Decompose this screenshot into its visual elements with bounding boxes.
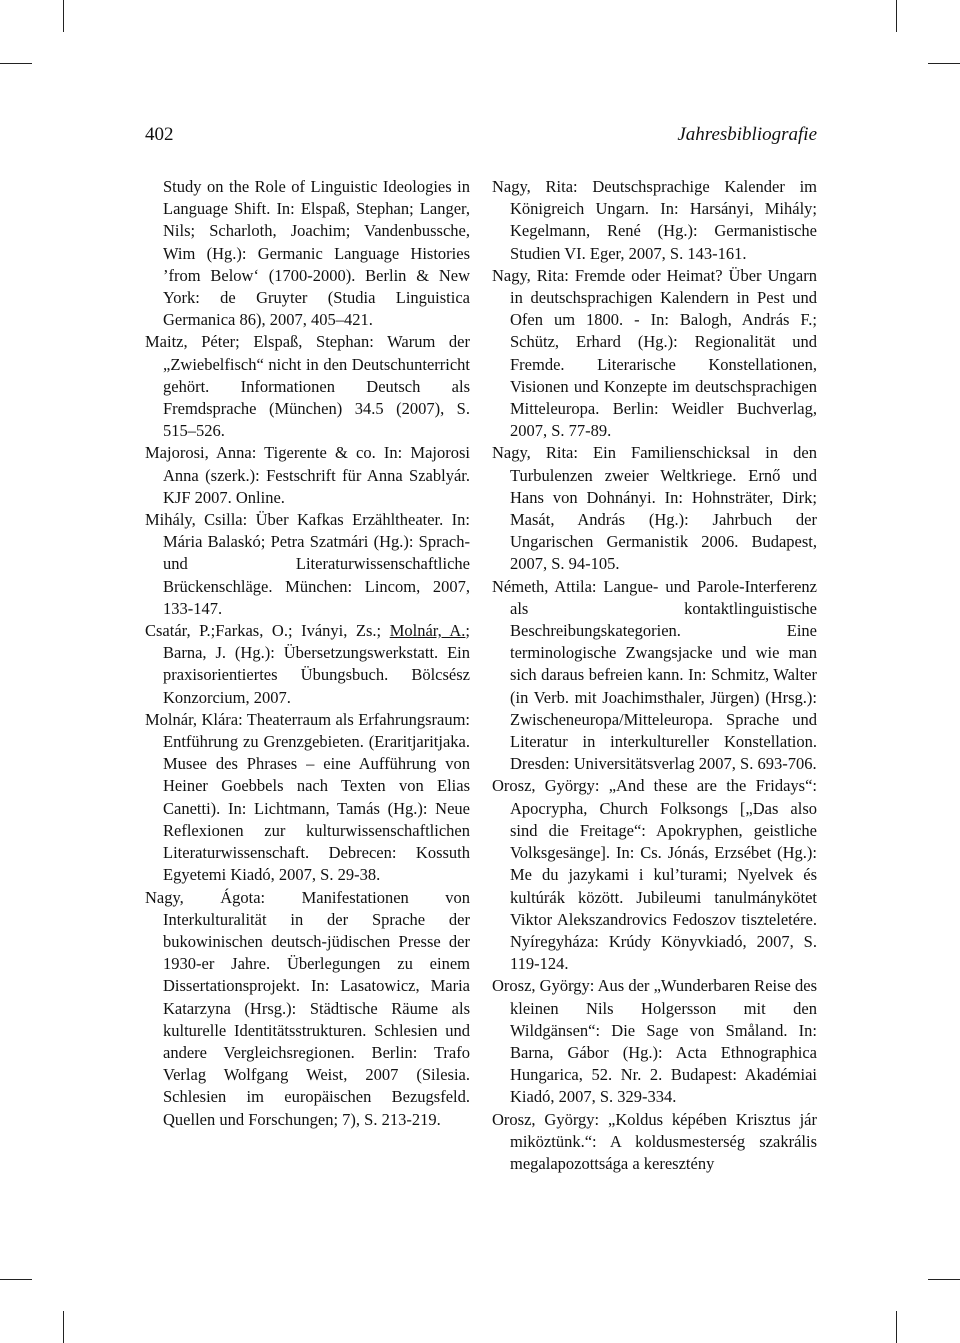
bibliography-entry: Molnár, Klára: Theaterraum als Erfahrungsraum: Entführung zu Grenzgebieten. (Eraritjaritjaka. Musee des Phrases – eine Aufführung von Heiner Goebbels nach Texten von Elias Canetti). In: Lichtmann, Tamás (Hg.): Neue Reflexionen zur kulturwissenschaftlichen Literaturwissenschaft. Debrecen: Kossuth Egyetemi Kiadó, 2007, S. 29-38. [145, 709, 470, 885]
left-column [145, 176, 470, 1131]
page-number: 402 [145, 124, 174, 145]
bibliography-entry: Nagy, Rita: Fremde oder Heimat? Über Ungarn in deutschsprachigen Kalendern in Pest und Ofen um 1800. - In: Balogh, András F.; Schütz, Erhard (Hg.): Regionalität und Fremde. Literarische Konstellationen, Visionen und Konzepte im deutschsprachigen Mitteleuropa. Berlin: Weidler Buchverlag, 2007, S. 77-89. [492, 265, 817, 441]
entry-text: Csatár, P.;Farkas, O.; Iványi, Zs.; [145, 621, 390, 641]
page-header [145, 124, 817, 148]
entry-text: ; Barna, J. (Hg.): Übersetzungswerkstatt. Ein praxisorientiertes Übungsbuch. Bölcsész Konzorcium, 2007. [163, 621, 471, 707]
bibliography-entry: Mihály, Csilla: Über Kafkas Erzähltheater. In: Mária Balaskó; Petra Szatmári (Hg.): Sprach- und Literaturwissenschaftliche Brückenschläge. München: Lincom, 2007, 133-147. [145, 510, 470, 618]
bibliography-entry-continuation: Study on the Role of Linguistic Ideologies in Language Shift. In: Elspaß, Stephan; Langer, Nils; Scharloth, Joachim; Vandenbussche, Wim (Hg.): Germanic Language Histories ’from Below‘ (1700-2000). Berlin & New York: de Gruyter (Studia Linguistica Germanica 86), 2007, 405–421. [163, 177, 470, 330]
underlined-author: Molnár, A. [389, 621, 466, 641]
crop-mark-bottom-right-vertical [896, 1311, 897, 1343]
bibliography-entry: Nagy, Ágota: Manifestationen von Interkulturalität in der Sprache der bukowinischen deutsch-jüdischen Presse der 1930-er Jahre. Überlegungen zu einem Dissertationsprojekt. In: Lasatowicz, Maria Katarzyna (Hrsg.): Städtische Räume als kulturelle Identitätsstrukturen. Schlesien und andere Vergleichsregionen. Berlin: Trafo Verlag Wolfgang Weist, 2007 (Silesia. Schlesien im europäischen Bezugsfeld. Quellen und Forschungen; 7), S. 213-219. [145, 887, 470, 1129]
bibliography-entry-csatar [145, 620, 470, 709]
bibliography-entry: Nagy, Rita: Ein Familienschicksal in den Turbulenzen zweier Weltkriege. Ernő und Hans von Dohnányi. In: Hohnsträter, Dirk; Masát, András (Hg.): Jahrbuch der Ungarischen Germanistik 2006. Budapest, 2007, S. 94-105. [492, 443, 817, 574]
bibliography-entry: Orosz, György: Aus der „Wunderbaren Reise des kleinen Nils Holgersson mit den Wildgänsen“: Die Sage von Småland. In: Barna, Gábor (Hg.): Acta Ethnographica Hungarica, 52. Nr. 2. Budapest: Akadémiai Kiadó, 2007, S. 329-334. [492, 976, 817, 1107]
crop-mark-top-left-vertical [63, 0, 64, 32]
crop-mark-bottom-right-horizontal [928, 1279, 960, 1280]
bibliography-entry: Majorosi, Anna: Tigerente & co. In: Majorosi Anna (szerk.): Festschrift für Anna Szablyár. KJF 2007. Online. [145, 443, 470, 507]
crop-mark-top-left-horizontal [0, 63, 32, 64]
crop-mark-top-right-horizontal [928, 63, 960, 64]
running-title: Jahresbibliografie [677, 124, 817, 145]
bibliography-entry: Orosz, György: „Koldus képében Krisztus jár miköztünk.“: A koldusmesterség szakrális megalapozottsága a keresztény [492, 1109, 817, 1173]
crop-mark-bottom-left-horizontal [0, 1279, 32, 1280]
bibliography-entry: Maitz, Péter; Elspaß, Stephan: Warum der „Zwiebelfisch“ nicht in den Deutschunterricht gehört. Informationen Deutsch als Fremdsprache (München) 34.5 (2007), S. 515–526. [145, 332, 470, 441]
right-column [492, 176, 817, 1175]
crop-mark-bottom-left-vertical [63, 1311, 64, 1343]
bibliography-entry: Németh, Attila: Langue- und Parole-Interferenz als kontaktlinguistische Beschreibungskategorien. Eine terminologische Zwangsjacke und wie man sich daraus befreien kann. In: Schmitz, Walter (in Verb. mit Joachimsthaler, Jürgen) (Hrsg.): Zwischeneuropa/Mitteleuropa. Sprache und Literatur in interkultureller Konstellation. Dresden: Universitätsverlag 2007, S. 693-706. [492, 576, 817, 774]
bibliography-entry: Orosz, György: „And these are the Fridays“: Apocrypha, Church Folksongs [„Das also sind die Freitage“: Apokryphen, geistliche Volksgesänge]. In: Cs. Jónás, Erzsébet (Hg.): Me du jazykami i kul’turami; Nyelvek és kultúrák között. Jubileumi tanulmánykötet Viktor Alekszandrovics Fedoszov tiszteletére. Nyíregyháza: Krúdy Könyvkiadó, 2007, S. 119-124. [492, 776, 817, 974]
crop-mark-top-right-vertical [896, 0, 897, 32]
bibliography-entry: Nagy, Rita: Deutschsprachige Kalender im Königreich Ungarn. In: Harsányi, Mihály; Kegelmann, René (Hg.): Germanistische Studien VI. Eger, 2007, S. 143-161. [492, 177, 817, 263]
